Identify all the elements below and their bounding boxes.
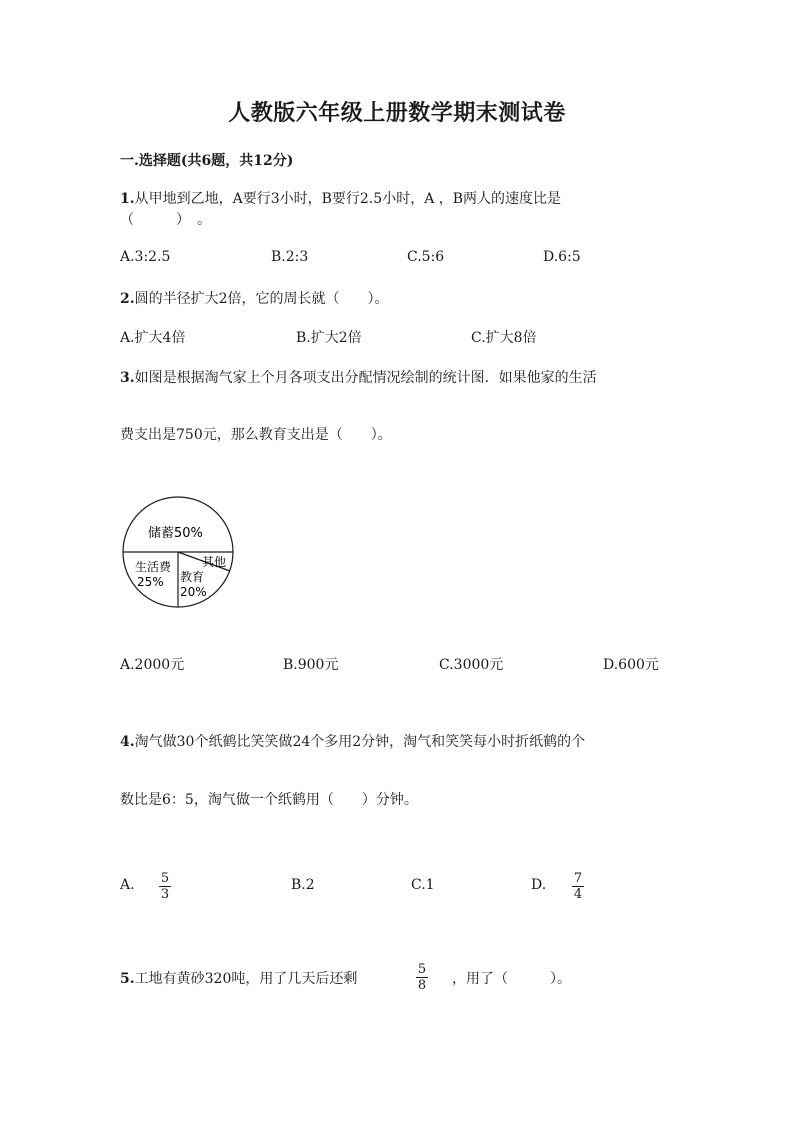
option-b[interactable]: B.2: [291, 877, 315, 893]
pie-label-other: 其他: [202, 555, 227, 569]
pie-label-savings: 储蓄50%: [148, 526, 203, 541]
page-title: 人教版六年级上册数学期末测试卷: [228, 100, 566, 126]
option-b[interactable]: B.2:3: [271, 249, 309, 265]
option-d[interactable]: D.: [531, 877, 547, 893]
option-b[interactable]: B.扩大2倍: [296, 330, 362, 346]
option-d[interactable]: D.600元: [603, 657, 659, 673]
answer-blank: ，用了（ ）。: [452, 971, 571, 987]
pie-label-living: 生活费: [135, 560, 172, 574]
option-c[interactable]: C.1: [411, 877, 435, 893]
pie-chart: [118, 495, 243, 613]
fraction-denominator: 3: [160, 887, 170, 902]
question-number: 4.: [120, 734, 135, 750]
fraction-five-eighths: [416, 962, 428, 993]
fraction-denominator: 8: [417, 978, 427, 993]
fraction-seven-quarters: [572, 871, 584, 902]
option-b[interactable]: B.900元: [283, 657, 339, 673]
option-c[interactable]: C.3000元: [439, 657, 504, 673]
fraction-numerator: 5: [160, 871, 170, 886]
fraction-numerator: 5: [417, 962, 427, 977]
question-1: [120, 188, 561, 208]
answer-blank: （ ） 。: [120, 212, 211, 228]
option-c[interactable]: C.5:6: [407, 249, 445, 265]
pie-label-education-pct: 20%: [180, 585, 207, 599]
fraction-denominator: 4: [573, 887, 583, 902]
question-number: 5.: [120, 971, 135, 987]
question-number: 3.: [120, 370, 135, 386]
question-text: 工地有黄砂320吨，用了几天后还剩: [134, 971, 358, 987]
question-3: [120, 367, 597, 387]
pie-label-education: 教育: [180, 570, 205, 584]
question-2: [120, 288, 389, 308]
question-text: 如图是根据淘气家上个月各项支出分配情况绘制的统计图．如果他家的生活: [134, 370, 597, 386]
fraction-numerator: 7: [573, 871, 583, 886]
question-text: 圆的半径扩大2倍，它的周长就（ ）。: [134, 291, 389, 307]
question-text-line2: 数比是6：5，淘气做一个纸鹤用（ ）分钟。: [120, 792, 418, 808]
option-a[interactable]: A.: [120, 877, 135, 893]
fraction-five-thirds: [159, 871, 171, 902]
question-text: 淘气做30个纸鹤比笑笑做24个多用2分钟，淘气和笑笑每小时折纸鹤的个: [134, 734, 586, 750]
question-text: 从甲地到乙地，A要行3小时，B要行2.5小时，A ，B两人的速度比是: [134, 191, 562, 207]
question-number: 2.: [120, 291, 135, 307]
question-4: [120, 731, 585, 751]
section-heading: 一.选择题(共6题，共12分): [120, 153, 294, 169]
option-a[interactable]: A.3:2.5: [120, 249, 171, 265]
question-5: [120, 968, 357, 988]
option-a[interactable]: A.2000元: [120, 657, 185, 673]
option-a[interactable]: A.扩大4倍: [120, 330, 186, 346]
question-text-line2: 费支出是750元，那么教育支出是（ ）。: [120, 427, 392, 443]
option-d[interactable]: D.6:5: [543, 249, 581, 265]
pie-label-living-pct: 25%: [137, 575, 164, 589]
question-number: 1.: [120, 191, 135, 207]
option-c[interactable]: C.扩大8倍: [471, 330, 537, 346]
